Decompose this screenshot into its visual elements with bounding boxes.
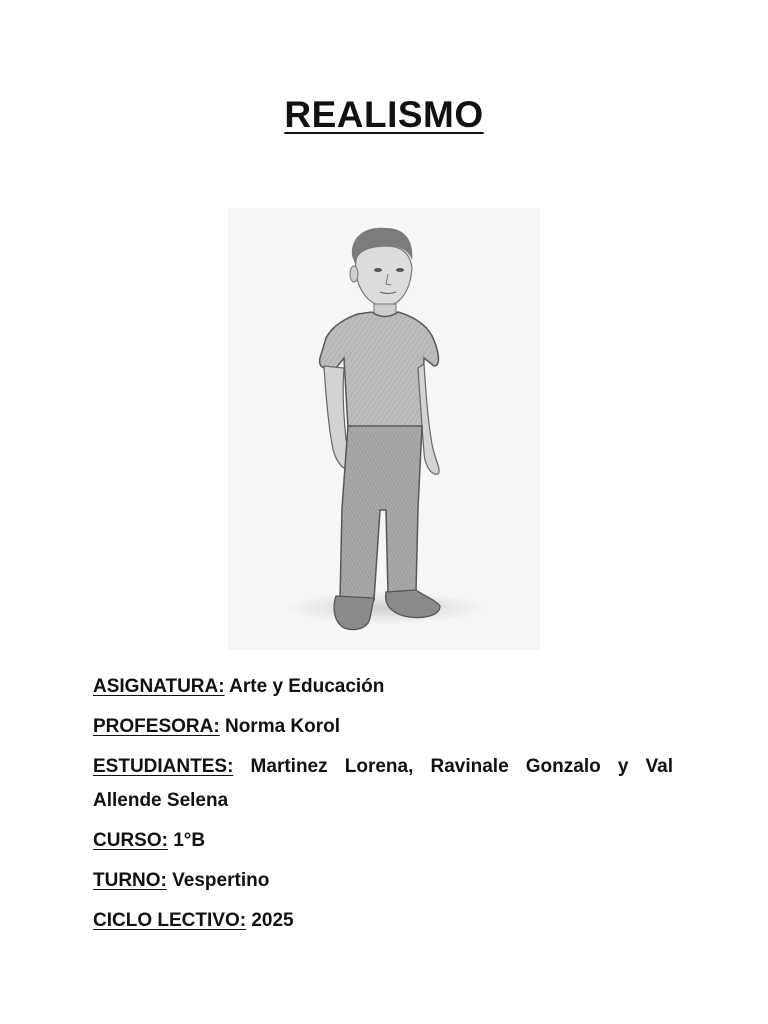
info-row-curso — [93, 824, 673, 864]
boy-sketch-icon — [228, 208, 540, 650]
info-value: 2025 — [251, 910, 294, 931]
info-label: ASIGNATURA: — [93, 676, 225, 697]
info-value: 1°B — [173, 830, 206, 851]
info-label: CURSO: — [93, 830, 168, 851]
info-row-turno — [93, 864, 673, 904]
boy-sketch-illustration — [228, 208, 540, 650]
info-value: Vespertino — [172, 870, 270, 891]
info-row-profesora — [93, 710, 673, 750]
info-label: CICLO LECTIVO: — [93, 910, 247, 931]
info-label: ESTUDIANTES: — [93, 756, 234, 777]
info-label: PROFESORA: — [93, 716, 220, 737]
info-value: Arte y Educación — [229, 676, 385, 697]
document-title: REALISMO — [284, 94, 484, 135]
info-value: Norma Korol — [224, 716, 341, 737]
info-row-ciclo-lectivo — [93, 904, 673, 944]
info-row-asignatura — [93, 670, 673, 710]
info-row-estudiantes — [93, 750, 673, 824]
info-value: Martinez Lorena, Ravinale Gonzalo y Val Allende Selena — [93, 756, 674, 811]
document-info-section — [93, 670, 673, 944]
info-label: TURNO: — [93, 870, 167, 891]
